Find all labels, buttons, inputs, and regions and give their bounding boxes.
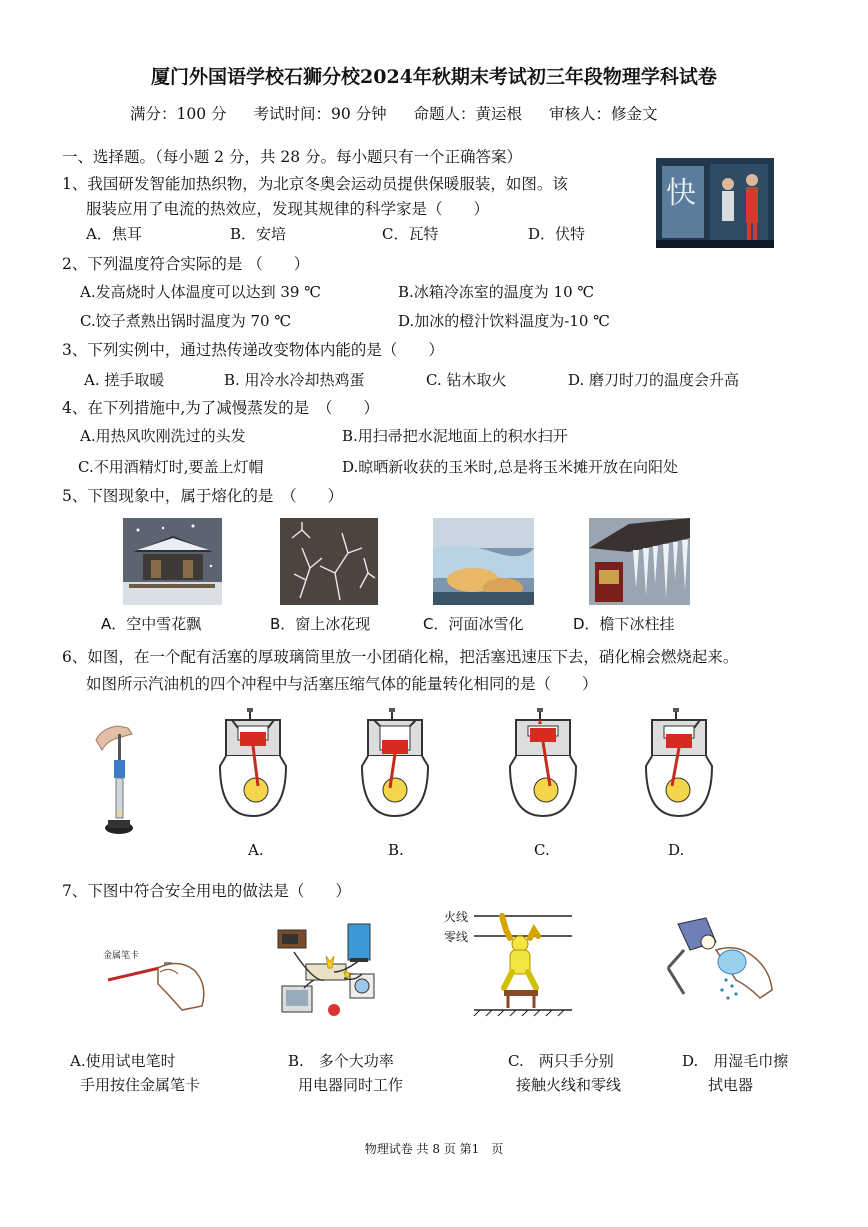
q6-line1: 6、如图，在一个配有活塞的厚玻璃筒里放一小团硝化棉，把活塞迅速压下去，硝化棉会燃烧起来。 xyxy=(62,648,739,666)
q1-line1: 1、我国研发智能加热织物，为北京冬奥会运动员提供保暖服装，如图。该 xyxy=(62,175,568,193)
q4-option-b: B.用扫帚把水泥地面上的积水扫开 xyxy=(342,427,568,445)
q5-caption-c: C．河面冰雪化 xyxy=(423,615,524,633)
q3-stem: 3、下列实例中，通过热传递改变物体内能的是（ ） xyxy=(62,341,444,359)
q1-line2: 服装应用了电流的热效应，发现其规律的科学家是（ ） xyxy=(86,200,490,218)
q3-option-d: D. 磨刀时刀的温度会升高 xyxy=(568,371,740,389)
q1-option-c: C．瓦特 xyxy=(382,225,439,243)
q7-caption-b-1: B. 多个大功率 xyxy=(288,1052,394,1070)
q6-label-c: C. xyxy=(534,841,550,859)
q6-label-a: A. xyxy=(248,841,264,859)
q7-caption-c-2: 接触火线和零线 xyxy=(516,1076,622,1094)
q5-stem: 5、下图现象中，属于熔化的是 （ ） xyxy=(62,487,344,505)
q2-option-b: B.冰箱冷冻室的温度为 10 ℃ xyxy=(398,283,595,301)
q7-stem: 7、下图中符合安全用电的做法是（ ） xyxy=(62,882,351,900)
pen-clip-label: 金属笔卡 xyxy=(103,951,140,961)
river-ice-photo xyxy=(433,518,534,605)
q7-caption-a-2: 手用按住金属笔卡 xyxy=(80,1076,201,1094)
engine-stroke-a xyxy=(216,706,290,822)
window-frost-photo xyxy=(280,518,378,605)
page-footer: 物理试卷 共 8 页 第1 页 xyxy=(364,1142,504,1156)
q3-option-c: C. 钻木取火 xyxy=(426,371,507,389)
q4-option-c: C.不用酒精灯时,要盖上灯帽 xyxy=(78,458,264,476)
exam-info xyxy=(130,102,680,124)
neutral-wire-label: 零线 xyxy=(444,930,469,944)
q5-caption-a: A．空中雪花飘 xyxy=(101,615,202,633)
fire-syringe-figure xyxy=(88,710,150,844)
full-score: 满分：100 分 xyxy=(130,105,227,123)
q6-line2: 如图所示汽油机的四个冲程中与活塞压缩气体的能量转化相同的是（ ） xyxy=(86,675,598,693)
reviewer: 审核人：修金文 xyxy=(549,105,658,123)
overloaded-outlet-figure xyxy=(274,912,388,1022)
live-wire-label: 火线 xyxy=(444,910,469,924)
exam-time: 考试时间：90 分钟 xyxy=(253,105,387,123)
q7-caption-b-2: 用电器同时工作 xyxy=(298,1076,404,1094)
q7-caption-c-1: C. 两只手分别 xyxy=(508,1052,614,1070)
q7-caption-d-2: 拭电器 xyxy=(708,1076,754,1094)
q1-option-d: D．伏特 xyxy=(528,225,586,243)
q6-label-d: D. xyxy=(668,841,685,859)
q5-caption-b: B．窗上冰花现 xyxy=(270,615,371,633)
q5-caption-d: D．檐下冰柱挂 xyxy=(573,615,675,633)
q2-option-a: A.发高烧时人体温度可以达到 39 ℃ xyxy=(80,283,322,301)
engine-stroke-b xyxy=(358,706,432,822)
q7-caption-d-1: D. 用湿毛巾擦 xyxy=(682,1052,789,1070)
q4-option-d: D.晾晒新收获的玉米时,总是将玉米摊开放在向阳处 xyxy=(342,458,679,476)
q1-option-a: A．焦耳 xyxy=(86,225,142,243)
snow-pavilion-photo xyxy=(123,518,222,605)
heated-clothing-photo xyxy=(656,158,774,248)
engine-stroke-c xyxy=(506,706,580,822)
q4-option-a: A.用热风吹刚洗过的头发 xyxy=(80,427,246,445)
engine-stroke-d xyxy=(642,706,716,822)
wet-towel-lamp-figure xyxy=(660,914,776,1006)
q1-option-b: B．安培 xyxy=(230,225,287,243)
setter: 命题人：黄运根 xyxy=(413,105,523,123)
q3-option-b: B. 用冷水冷却热鸡蛋 xyxy=(224,371,365,389)
q2-option-c: C.饺子煮熟出锅时温度为 70 ℃ xyxy=(80,312,292,330)
q3-option-a: A. 搓手取暖 xyxy=(84,371,165,389)
q6-label-b: B. xyxy=(388,841,404,859)
q7-caption-a-1: A.使用试电笔时 xyxy=(70,1052,176,1070)
q2-stem: 2、下列温度符合实际的是 （ ） xyxy=(62,255,310,273)
page-title: 厦门外国语学校石狮分校2024年秋期末考试初三年段物理学科试卷 xyxy=(151,66,717,88)
section-heading: 一、选择题。（每小题 2 分，共 28 分。每小题只有一个正确答案） xyxy=(62,148,523,166)
q4-stem: 4、在下列措施中,为了减慢蒸发的是 （ ） xyxy=(62,399,380,417)
q2-option-d: D.加冰的橙汁饮料温度为-10 ℃ xyxy=(398,312,610,330)
icicles-photo xyxy=(589,518,690,605)
svg-text:快: 快 xyxy=(666,176,696,211)
